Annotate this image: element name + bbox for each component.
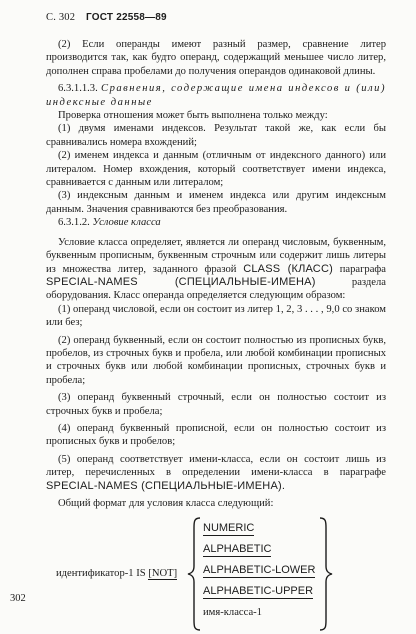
header-standard: ГОСТ 22558—89 — [86, 12, 167, 23]
paragraph-11: (5) операнд соответствует имени-класса, если он состоит лишь из литер, перечисленных в определении имени-класса в параграфе SPECIAL-NAMES (СПЕЦИАЛЬНЫЕ-ИМЕНА). — [46, 453, 386, 492]
page-number: 302 — [10, 593, 26, 604]
option-alphabetic-upper: ALPHABETIC-UPPER — [203, 585, 314, 598]
page-header — [46, 12, 167, 23]
paragraph-5: (3) индексным данным и именем индекса или другим индексным данным. Значения сравниваются без преобразования. — [46, 190, 386, 215]
right-brace-icon — [316, 516, 334, 632]
section-heading-6-3-1-2 — [46, 216, 386, 229]
special-names-clause: SPECIAL-NAMES (СПЕЦИАЛЬНЫЕ-ИМЕНА). — [46, 479, 286, 492]
heading-number: 6.3.1.2. — [58, 217, 90, 229]
heading-text: Условие класса — [92, 217, 161, 229]
paragraph-9: (3) операнд буквенный строчный, если он полностью состоит из строчных букв и пробела; — [46, 392, 386, 417]
paragraph-6: Условие класса определяет, является ли операнд числовым, буквенным, буквенным прописным, буквенным строчным или содержит лишь литеры из множества литер, заданного фразой CLASS (КЛАСС) параграфа SPECIAL-NAMES (СПЕЦИАЛЬНЫЕ-ИМЕНА) раздела оборудования. Класс операнда определяется следующим образом: — [46, 236, 386, 302]
paragraph-3: (1) двумя именами индексов. Результат такой же, как если бы сравнивались номера вхождений; — [46, 123, 386, 148]
paragraph-8: (2) операнд буквенный, если он состоит полностью из прописных букв, пробелов, из строчных букв и пробела, или любой комбинации прописных и строчных букв или любой комбинации прописных, строчных букв и пробела; — [46, 334, 386, 386]
header-page-label: С. 302 — [46, 12, 76, 23]
format-identifier: идентификатор-1 IS — [56, 568, 146, 580]
page-body — [46, 38, 386, 634]
paragraph-2: Проверка отношения может быть выполнена только между: — [58, 110, 328, 122]
format-left-part — [56, 567, 177, 580]
special-names-clause: SPECIAL-NAMES (СПЕЦИАЛЬНЫЕ-ИМЕНА) — [46, 275, 316, 288]
heading-number: 6.3.1.1.3. — [58, 83, 98, 95]
section-heading-6-3-1-1-3 — [46, 82, 386, 109]
option-alphabetic-lower: ALPHABETIC-LOWER — [203, 564, 316, 577]
format-not: [NOT] — [148, 568, 178, 580]
option-alphabetic: ALPHABETIC — [203, 543, 272, 556]
option-class-name: имя-класса-1 — [203, 607, 262, 619]
format-options — [203, 520, 318, 625]
class-condition-format — [46, 516, 386, 634]
paragraph-1: (2) Если операнды имеют разный размер, сравнение литер производится так, как будто операнд, содержащий меньшее число литер, дополнен справа пробелами до получения операндов одинаковой длины. — [46, 39, 386, 77]
left-brace-icon — [186, 516, 204, 632]
paragraph-12: Общий формат для условия класса следующий: — [58, 498, 274, 509]
paragraph-7: (1) операнд числовой, если он состоит из литер 1, 2, 3 . . . , 9,0 со знаком или без; — [46, 303, 386, 329]
heading-text: Сравнения, содержащие имена индексов и (или) индексные данные — [46, 83, 386, 108]
class-clause: CLASS (КЛАСС) — [243, 262, 333, 275]
option-numeric: NUMERIC — [203, 522, 255, 535]
paragraph-10: (4) операнд буквенный прописной, если он полностью состоит из прописных букв и пробелов; — [46, 422, 386, 448]
paragraph-4: (2) именем индекса и данным (отличным от индексного данного) или литералом. Номер вхождения, который соответствует имени индекса, сравнивается с данным или литералом; — [46, 150, 386, 189]
